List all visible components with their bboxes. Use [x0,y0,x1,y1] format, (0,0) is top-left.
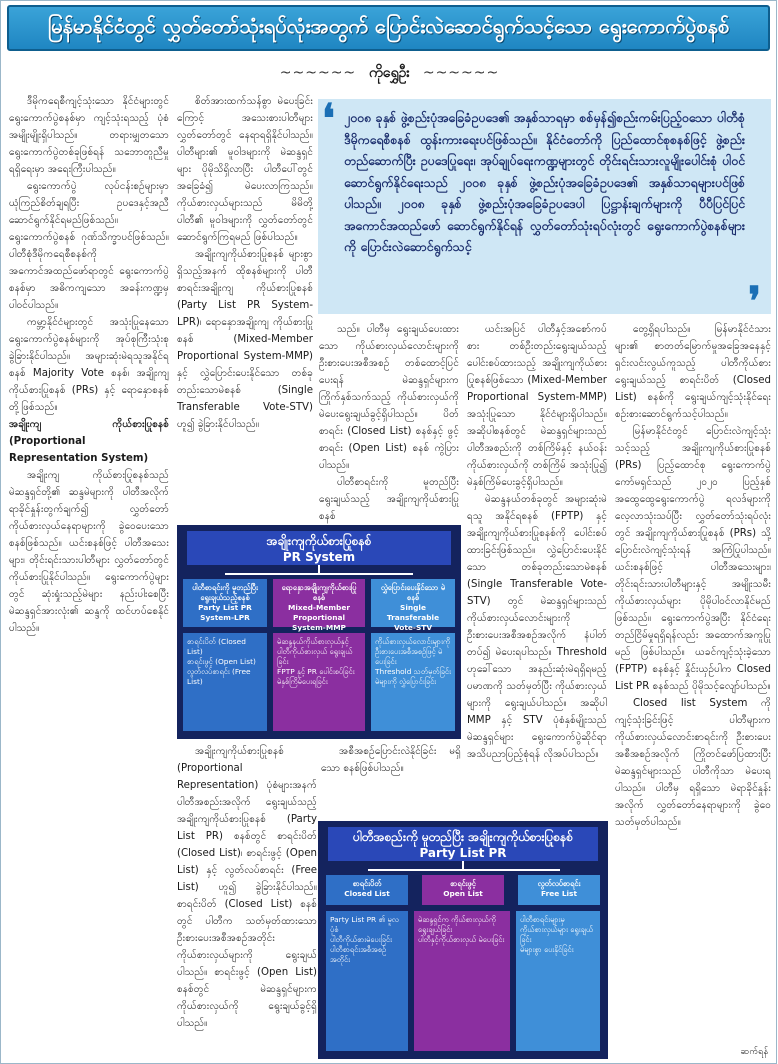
paragraph: သည်။ ပါတီမှ ရွေးချယ်ပေးထားသော ကိုယ်စားလှယ်လောင်းများကို ဦးစားပေးအစီအစဉ် တစ်ထောင့်ပြင်ပေးရန် မဲဆန္ဒရှင်များက ကြိုက်နှစ်သက်သည့် ကိုယ်စားလှယ်ကို မဲပေးရွေးချယ်ခွင့်ရှိပါသည်။ ပိတ်စာရင်း (Closed List) စနစ်နှင့် ဖွင့်စာရင်း (Open List) စနစ် ကွဲပြားပါသည်။ [319,324,459,471]
column-3 [319,321,459,521]
column-5 [615,321,771,1061]
paragraph: Closed list System ကို ကျင့်သုံးခြင်းဖြင့် ပါတီများက ကိုယ်စားလှယ်လောင်းစာရင်းကို ဦးစားပေးအစီအစဉ်အလိုက် ကြိုတင်ဖော်ပြထားပြီး မဲဆန္ဒရှင်များသည် ပါတီကိုသာ မဲပေးရပါသည်။ ပါတီမှ ရရှိသော မဲရာခိုင်နှုန်းအလိုက် လွှတ်တော်နေရာများကို ခွဲဝေသတ်မှတ်ပါသည်။ [615,698,771,828]
branch-title: ရောနှောအချိုးကျကိုယ်စားပြုစနစ် [281,583,357,602]
paragraph: အချိုးကျ ကိုယ်စားပြုစနစ်သည် မဲဆန္ဒရှင်တို့၏ ဆန္ဒမဲများကို ပါတီအလိုက် ရာခိုင်နှုန်းတွက်ချက်၍ လွှတ်တော်ကိုယ်စားလှယ်နေရာများကို ခွဲဝေပေးသော စနစ်ဖြစ်သည်။ ယင်းစနစ်ဖြင့် ပါတီအသေးများ၊ တိုင်းရင်းသားပါတီများ လွှတ်တော်တွင် ကိုယ်စားပြုနိုင်ပါသည်။ ရွေးကောက်ပွဲများတွင် ဆုံးရှုံးသည့်မဲများ နည်းပါးစေပြီး မဲဆန္ဒရှင်အားလုံး၏ ဆန္ဒကို ထင်ဟပ်စေနိုင်ပါသည်။ [9,470,169,634]
closed-list-details [326,911,408,1051]
branch-title-en: Party List PR System-LPR [198,603,252,622]
list-item: ပါတီနှင့်ကိုယ်စားလှယ် မဲပေးခြင်း [418,935,505,944]
connector-line [318,565,320,573]
paragraph: ယင်းအပြင် ပါတီနှင့်အစော်ကပ်စား တစ်ဦးတည်းရွေးချယ်သည့် ပေါင်းစပ်ထားသည့် အချိုးကျကိုယ်စားပြုစနစ်ဖြစ်သော (Mixed-Member Proportional System-MMP) အသုံးပြုသော နိုင်ငံများရှိပါသည်။ အဆိုပါစနစ်တွင် မဲဆန္ဒရှင်များသည် ပါတီအစည်းကို တစ်ကြိမ်နှင့် နယ်ဝန်းကိုယ်စားလှယ်ကို တစ်ကြိမ် အသုံးပြု၍ မဲနှစ်ကြိမ်ပေးခွင့်ရှိပါသည်။ [467,324,607,488]
column-under-diagram-1-right [321,743,461,823]
branch-free-list [518,875,600,905]
branch-title-en: Mixed-Member Proportional System-MMP [287,603,351,632]
connector-line [225,573,413,575]
list-item: မဲဆန္ဒရှင်က ကိုယ်စားလှယ်ကို ရွေးချယ်ခြင်း [418,915,496,934]
column-under-diagram-1 [177,743,317,1061]
branch-title: စာရင်းပိတ် [352,879,382,888]
open-list-details [414,911,510,1051]
paragraph: ကမ္ဘာ့နိုင်ငံများတွင် အသုံးပြုနေသော ရွေးကောက်ပွဲစနစ်များကို အုပ်စုကြီးသုံးစုခွဲခြားနိုင်ပါသည်။ အများဆုံးမဲရသူအနိုင်ရစနစ် Majority Vote စနစ်၊ အချိုးကျကိုယ်စားပြုစနစ် (PRs) နှင့် ရောနှောစနစ်တို့ဖြစ်သည်။ [9,317,169,413]
branch-title-en: Closed List [344,889,390,898]
list-item: ကိုယ်စားလှယ်လောင်းများကို ဦးစားပေးအစီအစဉ်ဖြင့် မဲပေးခြင်း [375,637,451,666]
branch-title: လွတ်လပ်စာရင်း [537,879,581,888]
subheading: အချိုးကျ ကိုယ်စားပြုစနစ် (Proportional Representation System) [9,419,169,464]
branch-stv-details [371,633,455,731]
list-item: မဲများစွာ ပေးနိုင်ခြင်း [520,945,574,954]
list-item: Threshold သတ်မှတ်ခြင်း [375,667,451,676]
pull-quote-text: ၂၀၀၈ ခုနှစ် ဖွဲ့စည်းပုံအခြေခံဥပဒေ၏ အနှစ်သာရမှာ စစ်မှန်၍စည်းကမ်းပြည့်ဝသော ပါတီစုံဒီမိုကရေစီစနစ် ထွန်းကားရေးပင်ဖြစ်သည်။ နိုင်ငံတော်ကို ပြည်ထောင်စုစနစ်ဖြင့် ဖွဲ့စည်းတည်ဆောက်ပြီး ဥပဒေပြုရေး၊ အုပ်ချုပ်ရေးကဏ္ဍများတွင် တိုင်းရင်းသားလူမျိုးပေါင်းစုံ ပါဝင်ဆောင်ရွက်နိုင်ရေးသည် ၂၀၀၈ ခုနှစ် ဖွဲ့စည်းပုံအခြေခံဥပဒေ၏ အနှစ်သာရများပင်ဖြစ်ပါသည်။ ၂၀၀၈ ခုနှစ် ဖွဲ့စည်းပုံအခြေခံဥပဒေပါ ပြဋ္ဌာန်းချက်များကို ပီပီပြင်ပြင် အကောင်အထည်ဖော် ဆောင်ရွက်နိုင်ရန် လွှတ်တော်သုံးရပ်လုံးတွင် ရွေးကောက်ပွဲစနစ်များကို ပြောင်းလဲဆောင်ရွက်သင့် [344,110,745,254]
diagram-title-en: PR System [282,550,356,564]
list-item: စာရင်းပိတ် (Closed List) [187,637,246,656]
paragraph: စိတ်အားထက်သန်စွာ မဲပေးခြင်းကြောင့် အသေးစားပါတီများ လွှတ်တော်တွင် နေရာရရှိနိုင်ပါသည်။ ပါတီများ၏ မူဝါဒများကို မဲဆန္ဒရှင်များ ပိုမိုသိရှိလာပြီး ပါတီပေါ်တွင် အခြေခံ၍ မဲပေးလာကြသည်။ ကိုယ်စားလှယ်များသည် မိမိတို့ပါတီ၏ မူဝါဒများကို လွှတ်တော်တွင် ဆောင်ရွက်ကြရမည် ဖြစ်ပါသည်။ [177,96,313,243]
branch-stv [371,579,455,632]
list-item: FPTP နှင့် PR ပေါင်းစပ်ခြင်း [277,667,355,676]
list-item: Party List PR ၏ မူလပုံစံ [330,915,399,934]
column-1 [9,93,169,1061]
party-list-pr-diagram [318,821,608,1059]
pull-quote [318,95,771,325]
branch-title: ပါတီစာရင်းကို မူတည်ပြီး ရွေးချယ်သည့်စနစ် [192,583,258,602]
headline-banner [7,5,770,51]
list-item: မဲနှစ်ကြိမ်ပေးရခြင်း [277,677,328,686]
column-4 [467,321,607,841]
list-item: လွတ်လပ်စာရင်း (Free List) [187,667,251,686]
free-list-details [516,911,600,1051]
byline [1,63,778,84]
list-item: စာရင်းဖွင့် (Open List) [187,657,256,666]
paragraph: ဒီမိုကရေစီကျင့်သုံးသော နိုင်ငံများတွင် ရွေးကောက်ပွဲစနစ်မှာ ကျင့်သုံးရသည့် ပုံစံအမျိုးမျိုးရှိပါသည်။ တရားမျှတသော ရွေးကောက်ပွဲတစ်ခုဖြစ်ရန် သဘောတူညီမှုရရှိရေးမှာ အရေးကြီးပါသည်။ [9,96,169,175]
paragraph: အချိုးကျကိုယ်စားပြုစနစ် (Proportional Representation) ပုံစံများအနက် ပါတီအစည်းအလိုက် ရွေးချယ်သည့် အချိုးကျကိုယ်စားပြုစနစ် (Party List PR) စနစ်တွင် စာရင်းပိတ် (Closed List)၊ စာရင်းဖွင့် (Open List) နှင့် လွတ်လပ်စာရင်း (Free List) ဟူ၍ ခွဲခြားနိုင်ပါသည်။ စာရင်းပိတ် (Closed List) စနစ်တွင် ပါတီက သတ်မှတ်ထားသော ဦးစားပေးအစီအစဉ်အတိုင်း ကိုယ်စားလှယ်များကို ရွေးချယ်ပါသည်။ စာရင်းဖွင့် (Open List) စနစ်တွင် မဲဆန္ဒရှင်များက ကိုယ်စားလှယ်ကို ရွေးချယ်ခွင့်ရှိပါသည်။ [177,746,317,1029]
pr-system-diagram [177,525,461,739]
paragraph: ရွေးကောက်ပွဲ လုပ်ငန်းစဉ်များမှာ ယုံကြည်စိတ်ချရပြီး ဥပဒေနှင့်အညီ ဆောင်ရွက်နိုင်ရမည်ဖြစ်သည်။ ရွေးကောက်ပွဲစနစ် ဂုဏ်သိက္ခာပင်ဖြစ်သည်။ ပါတီစုံဒီမိုကရေစီစနစ်ကို အကောင်အထည်ဖော်ရာတွင် ရွေးကောက်ပွဲစနစ်မှာ အဓိကကျသော အခန်းကဏ္ဍမှ ပါဝင်ပါသည်။ [9,181,169,311]
paragraph: မြန်မာနိုင်ငံတွင် ပြောင်းလဲကျင့်သုံးသင့်သည့် အချိုးကျကိုယ်စားပြုစနစ် (PRs) ပြည့်ထောင်စု ရွေးကောက်ပွဲကော်မရှင်သည် ၂၀၂၀ ပြည့်နှစ် အထွေထွေရွေးကောက်ပွဲ ရလဒ်များကို လေ့လာသုံးသပ်ပြီး လွှတ်တော်သုံးရပ်လုံးတွင် အချိုးကျကိုယ်စားပြုစနစ် (PRs) သို့ ပြောင်းလဲကျင့်သုံးရန် အကြံပြုပါသည်။ ယင်းစနစ်ဖြင့် ပါတီအသေးများ၊ တိုင်းရင်းသားပါတီများနှင့် အမျိုးသမီးကိုယ်စားလှယ်များ ပိုမိုပါဝင်လာနိုင်မည်ဖြစ်သည်။ ရွေးကောက်ပွဲအပြီး နိုင်ငံရေးတည်ငြိမ်မှုရရှိရန်လည်း အထောက်အကူပြုမည် ဖြစ်ပါသည်။ ယခင်ကျင့်သုံးခဲ့သော (FPTP) စနစ်နှင့် နှိုင်းယှဉ်ပါက Closed List PR စနစ်သည် ပိုမိုသင့်လျော်ပါသည်။ [615,426,771,692]
diagram-title-en: Party List PR [419,846,507,860]
branch-lpr [183,579,267,627]
list-item: ပါတီကိုယ်စားမဲပေးခြင်း [330,935,392,944]
paragraph: တွေ့ရှိရပါသည်။ မြန်မာနိုင်ငံသားများ၏ စာတတ်မြောက်မှုအခြေအနေနှင့် ရှင်းလင်းလွယ်ကူသည့် ပါတီကိုယ်စား ရွေးချယ်သည့် စာရင်းပိတ် (Closed List) စနစ်ကို ရွေးချယ်ကျင့်သုံးနိုင်ရေး စဉ်းစားဆောင်ရွက်သင့်ပါသည်။ [615,324,771,420]
connector-line [368,869,560,871]
branch-title: စာရင်းဖွင့် [450,879,476,888]
list-item: မဲဆန္ဒနယ်ကိုယ်စားလှယ်နှင့် ပါတီကိုယ်စားလှယ် ရွေးချယ်ခြင်း [277,637,353,666]
branch-mmp [273,579,365,632]
branch-lpr-details [183,633,267,731]
branch-closed-list [326,875,408,905]
branch-title-en: Single Transferable Vote-STV [386,603,440,632]
paragraph: ပါတီစာရင်းကို မူတည်ပြီး ရွေးချယ်သည့် အချိုးကျကိုယ်စားပြုစနစ် [319,477,459,522]
diagram-title [328,827,598,861]
diagram-title [187,531,451,565]
headline: မြန်မာနိုင်ငံတွင် လွှတ်တော်သုံးရပ်လုံးအတွက် ပြောင်းလဲဆောင်ရွက်သင့်သော ရွေးကောက်ပွဲစနစ် [47,14,730,38]
connector-line [462,861,464,869]
column-2 [177,93,313,453]
diagram-title-mm: ပါတီအစည်းကို မူတည်ပြီး အချိုးကျကိုယ်စားပြုစနစ် [353,830,573,844]
branch-title: လွှဲပြောင်းပေးနိုင်သော မဲစနစ် [380,583,446,602]
byline-wave-left: ~~~~~~ [279,65,357,81]
branch-title-en: Open List [443,889,483,898]
open-quote-icon: ❛ [322,95,335,142]
list-item: မဲများကို လွှဲပြောင်းခြင်း [375,677,437,686]
byline-wave-right: ~~~~~~ [422,65,500,81]
branch-mmp-details [273,633,365,731]
author-name: ကိုရွှေဦး [369,65,410,81]
paragraph: အစီအစဉ်ပြောင်းလဲနိုင်ခြင်း မရှိသော စနစ်ဖြစ်ပါသည်။ [321,746,461,774]
continued-marker: ဆက်ရန် [740,1047,768,1057]
paragraph: အချိုးကျကိုယ်စားပြုစနစ် များစွာရှိသည့်အနက် ထိုစနစ်များကို ပါတီစာရင်းအချိုးကျ ကိုယ်စားပြုစနစ် (Party List PR System-LPR)၊ ရောနှောအချိုးကျ ကိုယ်စားပြုစနစ် (Mixed-Member Proportional System-MMP) နှင့် လွှဲပြောင်းပေးနိုင်သော တစ်ခုတည်းသောမဲစနစ် (Single Transferable Vote-STV) ဟူ၍ ခွဲခြားနိုင်ပါသည်။ [177,249,313,430]
diagram-title-mm: အချိုးကျကိုယ်စားပြုစနစ် [266,534,372,548]
paragraph: မဲဆန္ဒနယ်တစ်ခုတွင် အများဆုံးမဲရသူ အနိုင်ရစနစ် (FPTP) နှင့် အချိုးကျကိုယ်စားပြုစနစ်ကို ပေါင်းစပ်ထားခြင်းဖြစ်သည်။ လွှဲပြောင်းပေးနိုင်သော တစ်ခုတည်းသောမဲစနစ် (Single Transferable Vote-STV) တွင် မဲဆန္ဒရှင်များသည် ကိုယ်စားလှယ်လောင်းများကို ဦးစားပေးအစီအစဉ်အလိုက် နံပါတ်တပ်၍ မဲပေးရပါသည်။ Threshold ဟုခေါ်သော အနည်းဆုံးမဲရရှိရမည့် ပမာဏကို သတ်မှတ်ပြီး ကိုယ်စားလှယ်များကို ရွေးချယ်ပါသည်။ အဆိုပါ MMP နှင့် STV ပုံစံနှစ်မျိုးသည် မဲဆန္ဒရှင်များ ရွေးကောက်ပွဲဆိုင်ရာ အသိပညာပြည့်စုံရန် လိုအပ်ပါသည်။ [467,494,607,760]
branch-title-en: Free List [541,889,577,898]
branch-open-list [422,875,504,905]
list-item: ပါတီစာရင်းများမှ ကိုယ်စားလှယ်များ ရွေးချယ်ခြင်း [520,915,594,944]
list-item: ပါတီစာရင်းအစီအစဉ်အတိုင်း [330,945,387,964]
close-quote-icon: ❜ [748,278,761,325]
